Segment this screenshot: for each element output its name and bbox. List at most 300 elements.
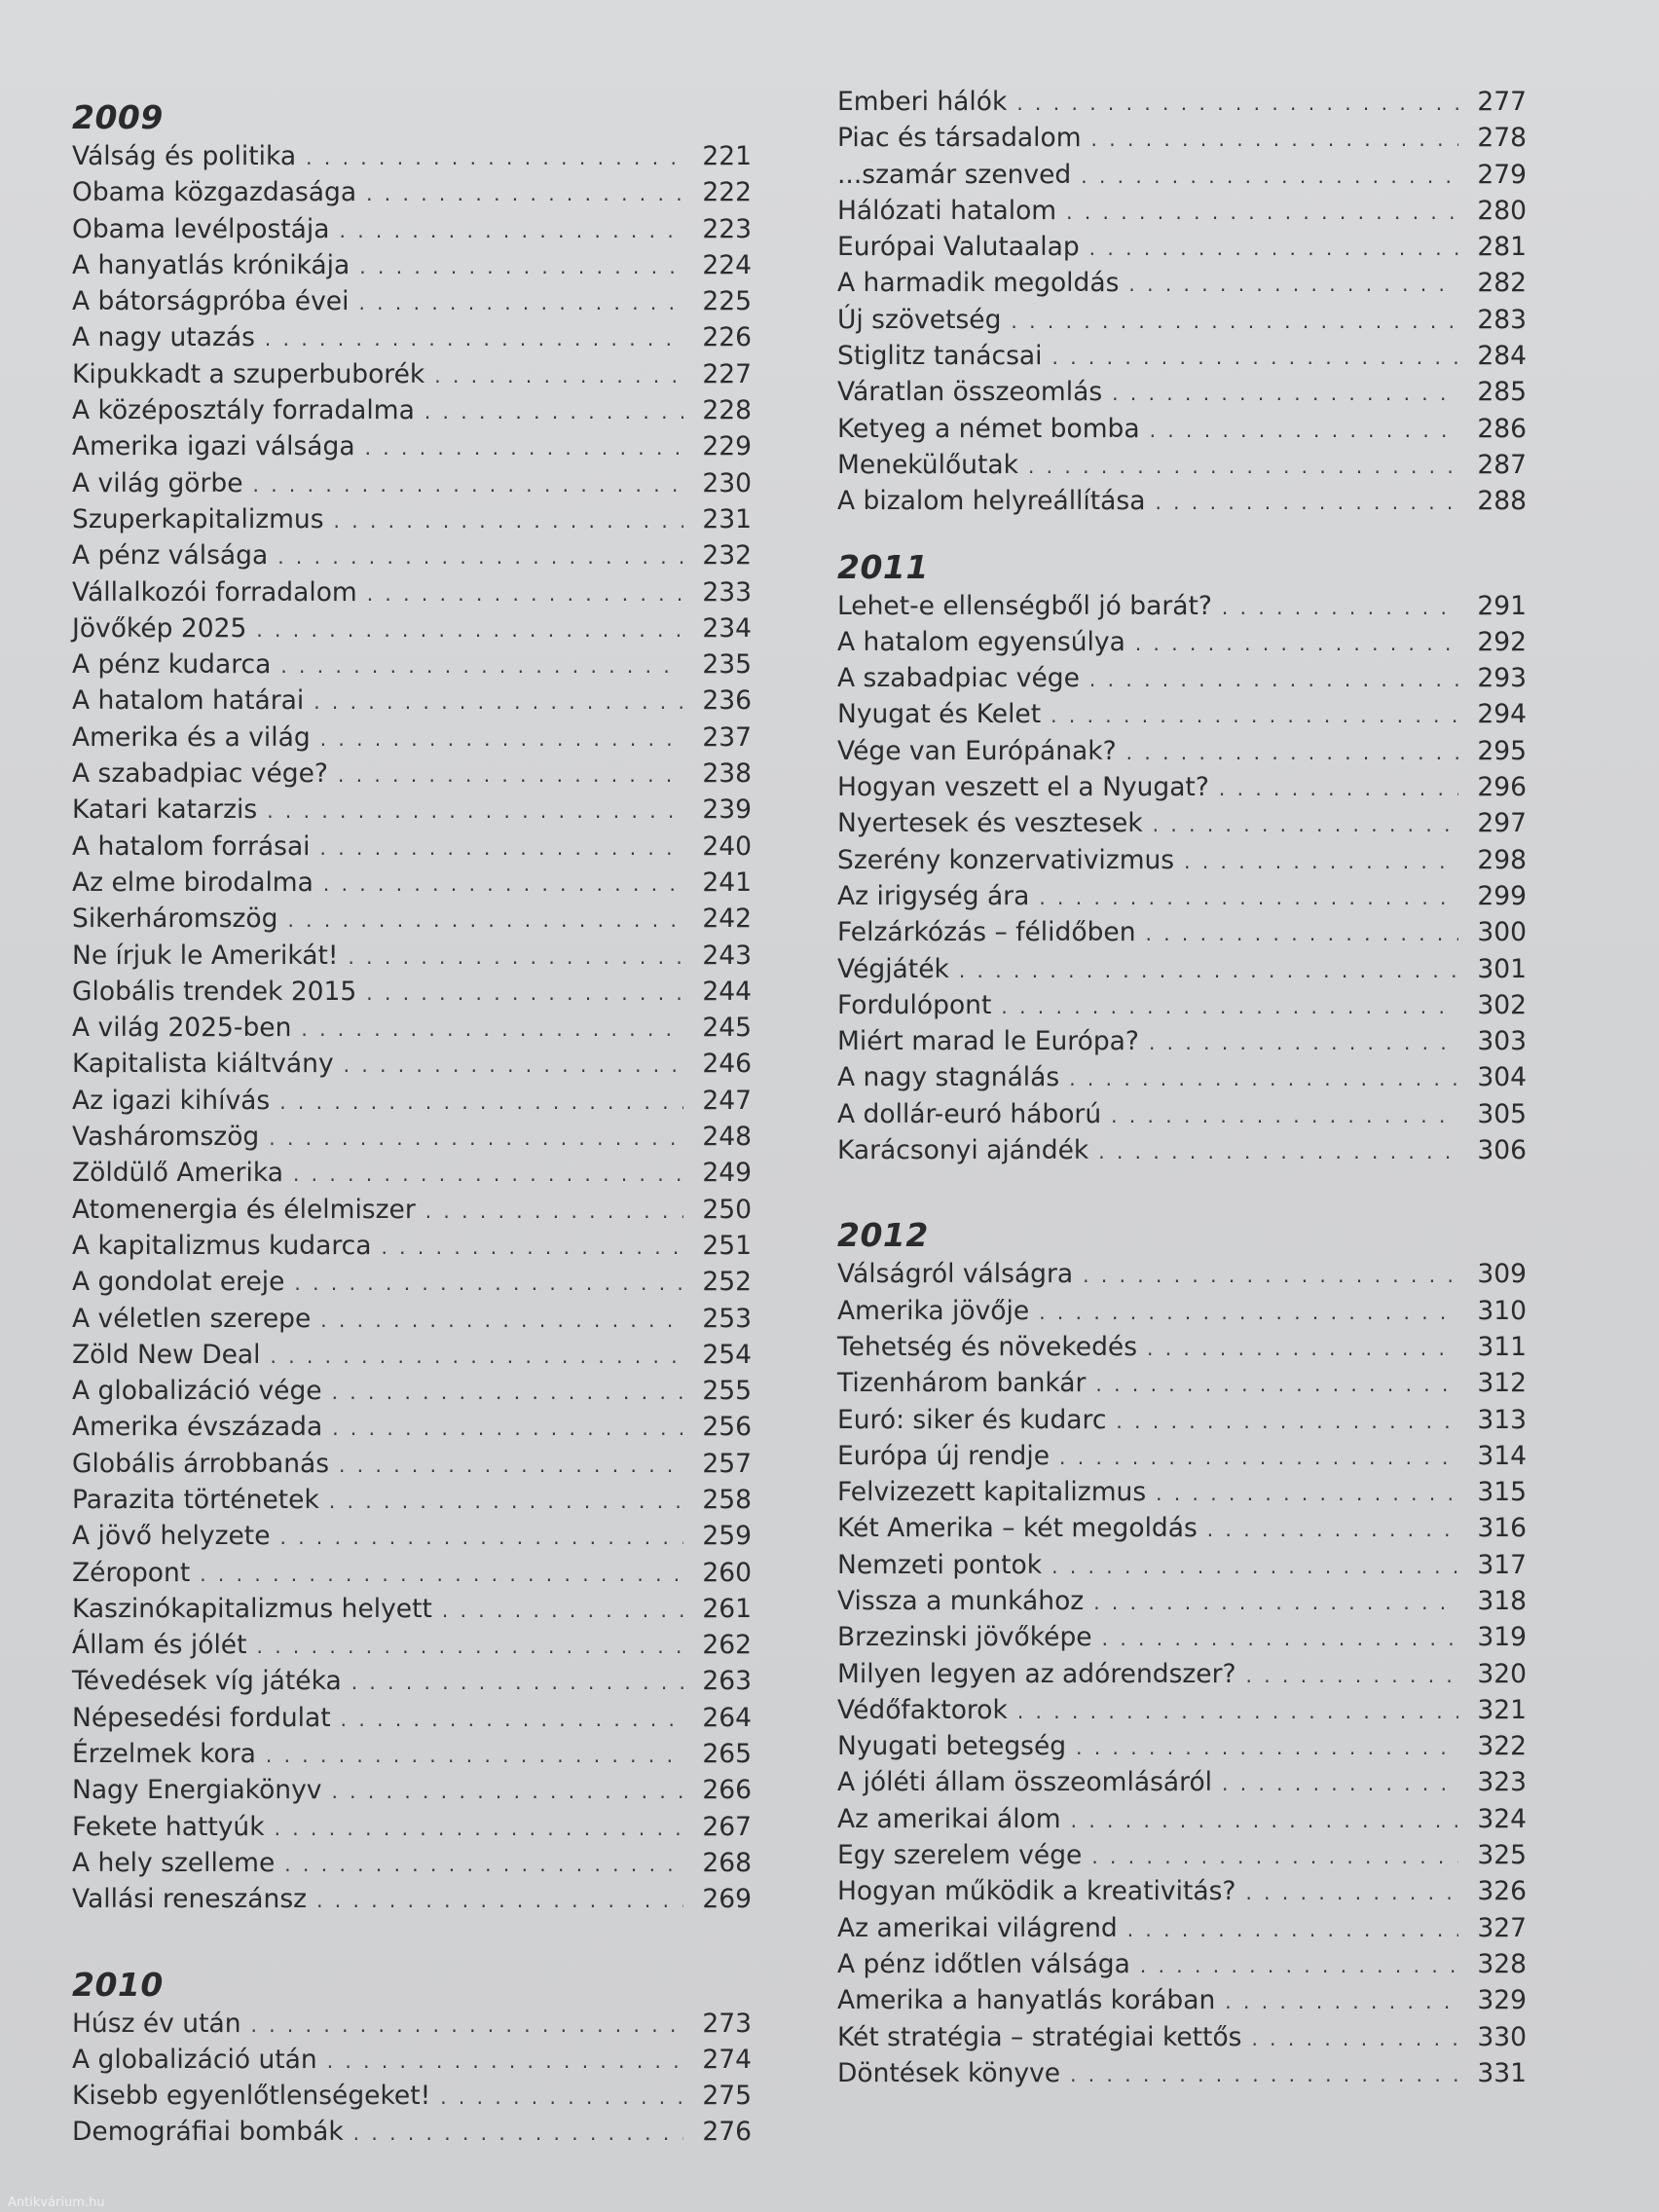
toc-entry-title: Nyertesek és vesztesek [837, 808, 1143, 839]
toc-entry-page: 235 [702, 649, 752, 681]
toc-entry [72, 1046, 752, 1082]
toc-entry [72, 974, 752, 1010]
dot-leader [323, 866, 683, 903]
toc-entry [72, 1301, 752, 1337]
toc-entry [837, 1096, 1527, 1132]
toc-entry-page: 318 [1477, 1585, 1527, 1616]
toc-entry-title: Karácsonyi ajándék [837, 1135, 1089, 1166]
dot-leader [1127, 1912, 1458, 1948]
dot-leader [271, 1339, 683, 1375]
toc-entry-page: 246 [702, 1049, 752, 1080]
toc-entry-title: Amerika évszázada [72, 1412, 323, 1443]
toc-entry-title: Euró: siker és kudarc [837, 1404, 1107, 1435]
toc-entry-page: 224 [702, 249, 752, 280]
dot-leader [294, 1266, 683, 1302]
toc-entry-page: 294 [1477, 699, 1527, 730]
toc-entry-title: Emberi hálók [837, 87, 1008, 117]
toc-entry [837, 951, 1527, 987]
toc-entry [837, 1023, 1527, 1059]
toc-entry [72, 1555, 752, 1591]
toc-entry [72, 1155, 752, 1191]
toc-entry-page: 249 [702, 1158, 752, 1189]
dot-leader [434, 358, 683, 394]
toc-entry-page: 298 [1477, 844, 1527, 875]
toc-entry-page: 255 [702, 1376, 752, 1407]
toc-entry-title: A pénz kudarca [72, 649, 272, 681]
toc-entry [837, 624, 1527, 660]
dot-leader [367, 576, 683, 612]
toc-entry [837, 157, 1527, 193]
toc-entry-title: Az igazi kihívás [72, 1085, 271, 1116]
dot-leader [327, 2044, 683, 2080]
toc-entry-title: Vallási reneszánsz [72, 1884, 308, 1915]
dot-leader [279, 1085, 683, 1121]
toc-list-2010-part1 [72, 2006, 752, 2151]
toc-entry [72, 1409, 752, 1445]
dot-leader [320, 830, 683, 866]
dot-leader [1102, 1621, 1458, 1657]
toc-entry-page: 331 [1477, 2057, 1527, 2088]
toc-entry-title: Ketyeg a német bomba [837, 413, 1140, 444]
toc-entry-page: 257 [702, 1448, 752, 1479]
toc-entry [72, 1010, 752, 1046]
toc-entry-title: Nyugati betegség [837, 1731, 1067, 1762]
watermark-text: Antikvárium.hu [8, 2195, 105, 2210]
dot-leader [1116, 1404, 1458, 1440]
toc-entry-page: 301 [1477, 953, 1527, 984]
toc-entry [837, 1510, 1527, 1546]
dot-leader [256, 612, 683, 648]
toc-entry-page: 253 [702, 1303, 752, 1334]
toc-entry-title: Atomenergia és élelmiszer [72, 1194, 416, 1225]
toc-entry-page: 313 [1477, 1404, 1527, 1435]
toc-entry-title: Szerény konzervativizmus [837, 844, 1175, 875]
toc-entry-title: Fekete hattyúk [72, 1811, 265, 1842]
dot-leader [1222, 1766, 1458, 1802]
toc-entry-title: A hanyatlás krónikája [72, 249, 350, 280]
toc-list-2009 [72, 138, 752, 1918]
toc-entry-page: 223 [702, 213, 752, 244]
section-gap [837, 1168, 1527, 1215]
toc-entry [837, 914, 1527, 950]
toc-entry-page: 302 [1477, 989, 1527, 1020]
dot-leader [381, 1230, 683, 1266]
dot-leader [1039, 880, 1458, 916]
toc-entry-title: Döntések könyve [837, 2057, 1061, 2088]
toc-entry-page: 245 [702, 1013, 752, 1044]
dot-leader [1153, 807, 1458, 843]
toc-entry [72, 1083, 752, 1119]
toc-entry [837, 878, 1527, 914]
toc-entry-page: 325 [1477, 1840, 1527, 1871]
dot-leader [332, 1375, 683, 1411]
toc-entry [72, 829, 752, 865]
toc-entry [837, 1547, 1527, 1583]
toc-entry-title: Jövőkép 2025 [72, 612, 247, 644]
toc-entry-page: 291 [1477, 590, 1527, 621]
toc-entry [837, 1256, 1527, 1292]
toc-entry-page: 243 [702, 940, 752, 971]
toc-entry-title: Szuperkapitalizmus [72, 503, 324, 535]
toc-entry-title: A globalizáció után [72, 2044, 317, 2075]
toc-entry [72, 1337, 752, 1373]
toc-entry-page: 241 [702, 866, 752, 898]
toc-entry-page: 232 [702, 540, 752, 571]
toc-entry [837, 1656, 1527, 1692]
dot-leader [1098, 1134, 1458, 1170]
toc-entry-page: 267 [702, 1811, 752, 1842]
toc-entry-page: 328 [1477, 1948, 1527, 1979]
toc-entry [837, 1402, 1527, 1438]
toc-entry-page: 292 [1477, 626, 1527, 657]
dot-leader [1059, 1440, 1458, 1476]
toc-entry-page: 293 [1477, 663, 1527, 694]
toc-entry [72, 1192, 752, 1228]
dot-leader [1184, 844, 1458, 880]
dot-leader [269, 1121, 683, 1157]
dot-leader [425, 1194, 683, 1230]
section-gap [837, 520, 1527, 547]
dot-leader [265, 321, 683, 357]
toc-entry-page: 263 [702, 1666, 752, 1697]
year-heading-2011: 2011 [837, 547, 929, 586]
dot-leader [366, 176, 683, 212]
dot-leader [1001, 989, 1458, 1025]
dot-leader [339, 213, 683, 249]
toc-entry-title: Hogyan működik a kreativitás? [837, 1876, 1236, 1907]
toc-entry-title: Parazita történetek [72, 1484, 319, 1515]
toc-entry-page: 276 [702, 2117, 752, 2148]
toc-entry [72, 792, 752, 828]
toc-entry-page: 227 [702, 358, 752, 389]
toc-entry [72, 1736, 752, 1772]
dot-leader [287, 903, 683, 939]
dot-leader [275, 1811, 683, 1847]
toc-entry-title: A pénz válsága [72, 540, 269, 571]
toc-entry-title: Zöldülő Amerika [72, 1158, 283, 1189]
toc-entry [837, 1982, 1527, 2018]
toc-entry [72, 610, 752, 646]
toc-entry-page: 244 [702, 976, 752, 1007]
toc-entry [837, 411, 1527, 447]
dot-leader [280, 1520, 684, 1556]
toc-entry-title: A nagy utazás [72, 322, 255, 353]
toc-entry-page: 254 [702, 1339, 752, 1370]
dot-leader [266, 1738, 683, 1774]
dot-leader [320, 1303, 683, 1339]
toc-entry [837, 696, 1527, 732]
toc-entry-page: 222 [702, 177, 752, 208]
toc-entry-title: Amerika a hanyatlás korában [837, 1985, 1216, 2016]
toc-entry [72, 901, 752, 937]
toc-entry [72, 756, 752, 792]
toc-entry-title: A világ görbe [72, 467, 243, 498]
toc-entry [837, 1837, 1527, 1873]
toc-entry [72, 174, 752, 210]
toc-entry-page: 314 [1477, 1440, 1527, 1471]
dot-leader [1069, 1061, 1458, 1097]
toc-entry-page: 277 [1477, 87, 1527, 117]
toc-entry-title: Végjáték [837, 953, 949, 984]
toc-entry [837, 733, 1527, 769]
dot-leader [358, 285, 683, 321]
toc-entry-page: 226 [702, 322, 752, 353]
dot-leader [1081, 159, 1458, 195]
toc-entry [72, 356, 752, 392]
toc-entry-page: 266 [702, 1775, 752, 1806]
toc-entry [72, 392, 752, 428]
dot-leader [277, 539, 683, 575]
toc-entry [837, 302, 1527, 338]
toc-entry-title: Globális trendek 2015 [72, 976, 357, 1007]
dot-leader [1051, 698, 1458, 734]
toc-entry [837, 1728, 1527, 1764]
toc-entry [837, 447, 1527, 483]
dot-leader [316, 1883, 683, 1919]
dot-leader [339, 1448, 683, 1484]
toc-entry [72, 719, 752, 756]
toc-entry [837, 1329, 1527, 1365]
toc-entry-title: A véletlen szerepe [72, 1303, 312, 1334]
toc-entry [837, 193, 1527, 229]
toc-entry-page: 252 [702, 1267, 752, 1298]
toc-entry [837, 660, 1527, 696]
toc-entry [837, 1910, 1527, 1946]
toc-entry-page: 258 [702, 1484, 752, 1515]
dot-leader [1140, 1948, 1458, 1984]
toc-entry-title: Válságról válságra [837, 1259, 1074, 1290]
toc-entry-page: 300 [1477, 917, 1527, 948]
toc-entry [72, 2006, 752, 2042]
toc-entry-page: 250 [702, 1194, 752, 1225]
toc-entry-title: Zöld New Deal [72, 1339, 261, 1370]
toc-entry-title: Piac és társadalom [837, 123, 1082, 154]
toc-entry-title: A kapitalizmus kudarca [72, 1230, 372, 1261]
toc-entry-page: 297 [1477, 808, 1527, 839]
toc-list-2010-part2 [837, 84, 1527, 520]
dot-leader [424, 394, 683, 430]
toc-entry-page: 330 [1477, 2021, 1527, 2052]
toc-entry-title: Fordulópont [837, 989, 992, 1020]
toc-entry [72, 1845, 752, 1881]
toc-entry-page: 234 [702, 612, 752, 644]
dot-leader [1089, 662, 1458, 698]
toc-entry-title: A jövő helyzete [72, 1521, 271, 1552]
dot-leader [1066, 195, 1458, 231]
toc-column-left [72, 97, 752, 2151]
toc-entry [837, 1873, 1527, 1909]
toc-entry-title: Vissza a munkához [837, 1585, 1085, 1616]
toc-entry [72, 1591, 752, 1627]
toc-entry-page: 305 [1477, 1098, 1527, 1129]
toc-entry-title: Nyugat és Kelet [837, 699, 1042, 730]
dot-leader [1083, 1258, 1458, 1294]
dot-leader [1128, 267, 1458, 303]
toc-entry-title: A pénz időtlen válsága [837, 1948, 1130, 1979]
toc-entry-page: 309 [1477, 1259, 1527, 1290]
toc-entry-title: Kisebb egyenlőtlenségeket! [72, 2081, 431, 2112]
toc-entry-page: 286 [1477, 413, 1527, 444]
toc-entry [72, 682, 752, 719]
toc-entry-page: 264 [702, 1702, 752, 1733]
toc-entry-title: Lehet-e ellenségből jó barát? [837, 590, 1212, 621]
toc-entry-page: 265 [702, 1739, 752, 1770]
dot-leader [306, 140, 683, 176]
dot-leader [1051, 1549, 1458, 1585]
dot-leader [1150, 413, 1458, 449]
toc-entry [837, 1583, 1527, 1619]
dot-leader [1219, 771, 1458, 807]
toc-entry [72, 646, 752, 682]
toc-entry [72, 1518, 752, 1554]
toc-entry-page: 221 [702, 141, 752, 171]
toc-entry-title: Obama levélpostája [72, 213, 330, 244]
toc-entry-title: Védőfaktorok [837, 1694, 1008, 1725]
dot-leader [267, 793, 683, 830]
dot-leader [280, 648, 683, 684]
toc-entry-title: Felvizezett kapitalizmus [837, 1477, 1147, 1508]
toc-entry-title: A hatalom egyensúlya [837, 626, 1125, 657]
dot-leader [301, 1012, 683, 1048]
dot-leader [1155, 485, 1458, 521]
toc-entry [837, 805, 1527, 841]
toc-entry-title: Hogyan veszett el a Nyugat? [837, 772, 1209, 803]
dot-leader [320, 721, 683, 757]
dot-leader [359, 249, 683, 285]
toc-entry-page: 233 [702, 576, 752, 608]
toc-entry [72, 1228, 752, 1264]
toc-entry [72, 1700, 752, 1736]
dot-leader [1071, 1803, 1458, 1839]
toc-entry-page: 237 [702, 721, 752, 753]
dot-leader [1246, 1658, 1458, 1694]
dot-leader [365, 430, 683, 466]
toc-entry-page: 310 [1477, 1295, 1527, 1326]
toc-entry-page: 329 [1477, 1985, 1527, 2016]
toc-entry-title: A hely szelleme [72, 1847, 276, 1878]
toc-entry [837, 1293, 1527, 1329]
toc-entry-title: Vállalkozói forradalom [72, 576, 357, 608]
toc-entry-page: 278 [1477, 123, 1527, 154]
toc-entry-page: 273 [702, 2008, 752, 2039]
toc-entry-title: Európai Valutaalap [837, 232, 1080, 263]
dot-leader [1245, 1875, 1458, 1911]
toc-entry-page: 274 [702, 2044, 752, 2075]
toc-entry-title: Globális árrobbanás [72, 1448, 330, 1479]
toc-entry [72, 1119, 752, 1155]
toc-entry-page: 319 [1477, 1622, 1527, 1653]
dot-leader [1145, 916, 1458, 952]
toc-entry-page: 259 [702, 1521, 752, 1552]
toc-entry-title: A dollár-euró háború [837, 1098, 1102, 1129]
toc-entry-title: Érzelmek kora [72, 1739, 256, 1770]
toc-entry-page: 285 [1477, 377, 1527, 408]
toc-entry [72, 283, 752, 319]
toc-entry-page: 238 [702, 758, 752, 790]
toc-entry-title: Kapitalista kiáltvány [72, 1049, 334, 1080]
dot-leader [1028, 449, 1458, 485]
toc-entry-title: A világ 2025-ben [72, 1013, 292, 1044]
year-heading-2009: 2009 [72, 98, 164, 136]
dot-leader [1093, 1585, 1458, 1621]
dot-leader [1126, 735, 1458, 771]
dot-leader [1095, 1367, 1458, 1403]
dot-leader [334, 503, 683, 539]
toc-entry-page: 312 [1477, 1368, 1527, 1399]
toc-entry-page: 288 [1477, 486, 1527, 517]
toc-entry [72, 465, 752, 501]
toc-entry-page: 231 [702, 503, 752, 535]
toc-entry-title: Miért marad le Európa? [837, 1026, 1139, 1057]
dot-leader [1251, 2021, 1458, 2057]
toc-entry-page: 321 [1477, 1694, 1527, 1725]
year-heading-2010: 2010 [72, 1965, 164, 2004]
dot-leader [331, 1774, 683, 1810]
toc-entry-page: 262 [702, 1630, 752, 1661]
toc-entry-title: Egy szerelem vége [837, 1840, 1083, 1871]
toc-entry-page: 299 [1477, 880, 1527, 911]
toc-entry [837, 120, 1527, 156]
toc-entry [837, 769, 1527, 805]
toc-entry-title: A szabadpiac vége [837, 663, 1080, 694]
toc-entry [72, 1446, 752, 1482]
toc-entry-title: Kaszinókapitalizmus helyett [72, 1593, 432, 1624]
toc-entry [837, 1619, 1527, 1655]
toc-entry-page: 230 [702, 467, 752, 498]
toc-entry [72, 319, 752, 355]
toc-entry [837, 2055, 1527, 2091]
toc-entry-page: 311 [1477, 1331, 1527, 1362]
toc-entry [837, 1059, 1527, 1095]
toc-entry-title: Válság és politika [72, 141, 297, 171]
toc-entry-title: Tizenhárom bankár [837, 1368, 1087, 1399]
toc-entry [72, 2042, 752, 2078]
toc-entry-page: 304 [1477, 1062, 1527, 1093]
toc-entry-title: Kipukkadt a szuperbuborék [72, 358, 425, 389]
toc-entry [72, 501, 752, 537]
toc-entry [72, 428, 752, 464]
toc-entry-page: 317 [1477, 1549, 1527, 1580]
toc-entry-title: Felzárkózás – félidőben [837, 917, 1136, 948]
toc-entry-page: 323 [1477, 1767, 1527, 1798]
toc-entry-page: 269 [702, 1884, 752, 1915]
toc-entry-title: Tehetség és növekedés [837, 1331, 1137, 1362]
dot-leader [1089, 231, 1458, 267]
toc-entry-page: 324 [1477, 1803, 1527, 1834]
toc-entry-title: Amerika és a világ [72, 721, 311, 753]
toc-entry-title: Európa új rendje [837, 1440, 1051, 1471]
toc-entry-page: 242 [702, 903, 752, 935]
toc-entry-title: Demográfiai bombák [72, 2117, 344, 2148]
toc-entry-page: 287 [1477, 449, 1527, 480]
toc-entry-title: Zéropont [72, 1557, 191, 1588]
toc-entry [837, 374, 1527, 410]
toc-entry-page: 326 [1477, 1876, 1527, 1907]
toc-entry-page: 327 [1477, 1912, 1527, 1943]
dot-leader [1076, 1730, 1458, 1766]
toc-entry-page: 256 [702, 1412, 752, 1443]
dot-leader [1135, 626, 1458, 662]
toc-entry-page: 284 [1477, 341, 1527, 372]
dot-leader [1111, 1098, 1458, 1134]
toc-entry [837, 1365, 1527, 1401]
toc-entry [72, 1482, 752, 1518]
toc-entry-title: A gondolat ereje [72, 1267, 285, 1298]
dot-leader [1149, 1025, 1458, 1061]
toc-entry-page: 322 [1477, 1731, 1527, 1762]
toc-entry-page: 251 [702, 1230, 752, 1261]
toc-entry-title: Hálózati hatalom [837, 195, 1057, 226]
